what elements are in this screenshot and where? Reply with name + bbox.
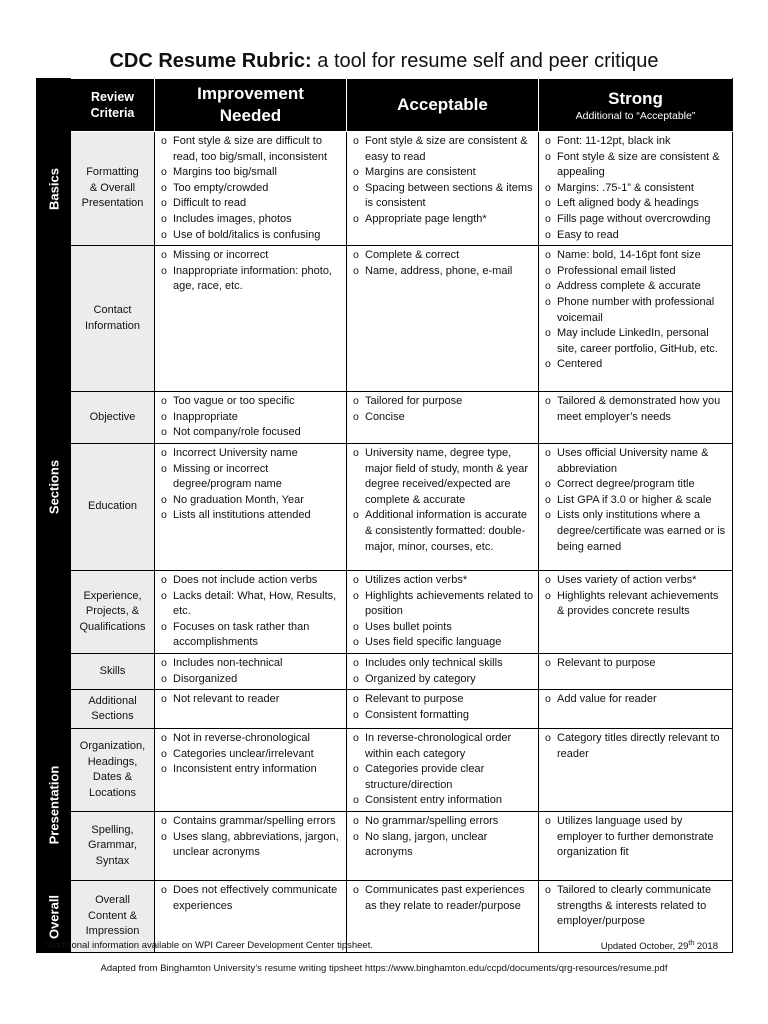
criteria-line: Contact — [93, 304, 132, 317]
rubric-item: o Highlights relevant achievements & provides concrete results — [545, 589, 728, 620]
rubric-item: o List GPA if 3.0 or higher & scale — [545, 493, 728, 509]
rubric-item: o Add value for reader — [545, 692, 728, 708]
improvement-cell — [155, 570, 347, 653]
improvement-list — [155, 881, 346, 916]
rubric-item: o University name, degree type, major field of study, month & year degree received/expected are complete & accurate — [353, 446, 534, 508]
acceptable-cell — [347, 132, 539, 246]
section-label-text: Overall — [46, 894, 61, 939]
footnote: *Additional information available on WPI Career Development Center tipsheet. — [44, 940, 373, 951]
rubric-item: o Focuses on task rather than accomplishments — [161, 620, 342, 651]
rubric-item: o Easy to read — [545, 228, 728, 244]
header-acceptable — [347, 79, 539, 132]
improvement-list — [155, 444, 346, 526]
acceptable-list — [347, 881, 538, 916]
criteria-cell — [71, 443, 155, 570]
criteria-line: Locations — [88, 786, 137, 799]
rubric-item: o Correct degree/program title — [545, 477, 728, 493]
rubric-item: o Categories unclear/irrelevant — [161, 747, 342, 763]
rubric-item: o Disorganized — [161, 672, 342, 688]
rubric-row — [37, 690, 733, 729]
rubric-item: o Not company/role focused — [161, 425, 342, 441]
criteria-line: Impression — [85, 925, 140, 938]
improvement-list — [155, 392, 346, 443]
improvement-cell — [155, 729, 347, 812]
strong-cell — [539, 132, 733, 246]
criteria-line: Content & — [88, 909, 137, 922]
rubric-item: o Not relevant to reader — [161, 692, 342, 708]
header-improvement-line1: Improvement — [197, 84, 304, 103]
rubric-item: o Tailored to clearly communicate strengths & interests related to employer/purpose — [545, 883, 728, 930]
acceptable-list — [347, 246, 538, 281]
criteria-cell — [71, 690, 155, 729]
rubric-item: o Utilizes language used by employer to further demonstrate organization fit — [545, 814, 728, 861]
rubric-item: o Relevant to purpose — [545, 656, 728, 672]
header-criteria-line2: Criteria — [90, 106, 135, 120]
acceptable-cell — [347, 246, 539, 392]
criteria-line: Education — [88, 500, 137, 513]
rubric-item: o No slang, jargon, unclear acronyms — [353, 830, 534, 861]
rubric-item: o Centered — [545, 357, 728, 373]
rubric-item: o Phone number with professional voicemail — [545, 295, 728, 326]
criteria-line: & Overall — [89, 181, 136, 194]
page-title — [0, 48, 768, 74]
criteria-cell — [71, 653, 155, 689]
acceptable-cell — [347, 881, 539, 953]
rubric-item: o Includes images, photos — [161, 212, 342, 228]
improvement-cell — [155, 132, 347, 246]
improvement-list — [155, 729, 346, 780]
improvement-cell — [155, 443, 347, 570]
criteria-line: Headings, — [87, 755, 138, 768]
acceptable-list — [347, 571, 538, 653]
acceptable-cell — [347, 653, 539, 689]
acceptable-cell — [347, 570, 539, 653]
rubric-item: o In reverse-chronological order within each category — [353, 731, 534, 762]
acceptable-list — [347, 654, 538, 689]
rubric-item: o Categories provide clear structure/direction — [353, 762, 534, 793]
rubric-item: o Additional information is accurate & consistently formatted: double-major, minor, courses, etc. — [353, 508, 534, 555]
rubric-item: o Inconsistent entry information — [161, 762, 342, 778]
strong-list — [539, 729, 732, 764]
acceptable-list — [347, 392, 538, 427]
rubric-item: o Concise — [353, 410, 534, 426]
acceptable-cell — [347, 812, 539, 881]
rubric-item: o No grammar/spelling errors — [353, 814, 534, 830]
rubric-item: o Uses variety of action verbs* — [545, 573, 728, 589]
improvement-list — [155, 654, 346, 689]
improvement-cell — [155, 246, 347, 392]
rubric-item: o Font style & size are consistent & appealing — [545, 150, 728, 181]
rubric-item: o Address complete & accurate — [545, 279, 728, 295]
rubric-item: o Tailored & demonstrated how you meet employer’s needs — [545, 394, 728, 425]
strong-cell — [539, 570, 733, 653]
rubric-item: o Relevant to purpose — [353, 692, 534, 708]
strong-cell — [539, 246, 733, 392]
rubric-item: o Highlights achievements related to position — [353, 589, 534, 620]
criteria-line: Grammar, — [88, 839, 137, 852]
acceptable-cell — [347, 443, 539, 570]
rubric-item: o Professional email listed — [545, 264, 728, 280]
strong-cell — [539, 729, 733, 812]
acceptable-cell — [347, 690, 539, 729]
strong-list — [539, 812, 732, 863]
rubric-item: o Name: bold, 14-16pt font size — [545, 248, 728, 264]
improvement-cell — [155, 690, 347, 729]
strong-cell — [539, 812, 733, 881]
rubric-item: o Too empty/crowded — [161, 181, 342, 197]
rubric-item: o Margins are consistent — [353, 165, 534, 181]
rubric-item: o Lists all institutions attended — [161, 508, 342, 524]
header-row — [37, 79, 733, 132]
strong-list — [539, 690, 732, 710]
header-criteria-line1: Review — [90, 90, 135, 104]
criteria-line: Additional — [88, 694, 137, 707]
section-label — [37, 729, 71, 881]
improvement-list — [155, 690, 346, 710]
rubric-item: o Contains grammar/spelling errors — [161, 814, 342, 830]
criteria-line: Sections — [91, 710, 134, 723]
criteria-line: Qualifications — [79, 620, 146, 633]
improvement-cell — [155, 653, 347, 689]
rubric-row — [37, 132, 733, 246]
rubric-item: o Appropriate page length* — [353, 212, 534, 228]
improvement-list — [155, 132, 346, 245]
rubric-item: o Does not include action verbs — [161, 573, 342, 589]
strong-list — [539, 246, 732, 375]
updated-suffix: 2018 — [694, 941, 718, 953]
rubric-item: o Lists only institutions where a degree/certificate was earned or is being earned — [545, 508, 728, 555]
criteria-line: Skills — [99, 664, 126, 677]
rubric-item: o Complete & correct — [353, 248, 534, 264]
criteria-cell — [71, 812, 155, 881]
updated-date — [601, 940, 718, 952]
section-label — [37, 246, 71, 729]
criteria-line: Syntax — [95, 854, 130, 867]
rubric-item: o Uses slang, abbreviations, jargon, unclear acronyms — [161, 830, 342, 861]
strong-cell — [539, 653, 733, 689]
header-acceptable-label: Acceptable — [397, 95, 488, 114]
criteria-line: Dates & — [92, 771, 133, 784]
acceptable-list — [347, 444, 538, 557]
strong-cell — [539, 443, 733, 570]
rubric-item: o Consistent formatting — [353, 708, 534, 724]
rubric-item: o Lacks detail: What, How, Results, etc. — [161, 589, 342, 620]
criteria-cell — [71, 132, 155, 246]
section-label-text: Basics — [46, 167, 61, 210]
acceptable-list — [347, 690, 538, 725]
rubric-item: o Organized by category — [353, 672, 534, 688]
improvement-cell — [155, 392, 347, 444]
rubric-item: o Includes non-technical — [161, 656, 342, 672]
rubric-item: o Incorrect University name — [161, 446, 342, 462]
criteria-cell — [71, 570, 155, 653]
rubric-item: o Utilizes action verbs* — [353, 573, 534, 589]
rubric-item: o Margins too big/small — [161, 165, 342, 181]
criteria-line: Overall — [95, 894, 130, 907]
acceptable-cell — [347, 729, 539, 812]
acceptable-list — [347, 812, 538, 863]
rubric-item: o Communicates past experiences as they relate to reader/purpose — [353, 883, 534, 914]
rubric-item: o Includes only technical skills — [353, 656, 534, 672]
rubric-row — [37, 570, 733, 653]
rubric-item: o Does not effectively communicate experiences — [161, 883, 342, 914]
improvement-list — [155, 571, 346, 653]
rubric-row — [37, 812, 733, 881]
criteria-line: Spelling, — [91, 823, 134, 836]
criteria-cell — [71, 246, 155, 392]
section-label-text: Sections — [46, 460, 61, 515]
header-strong-subtitle: Additional to “Acceptable” — [575, 109, 696, 122]
header-criteria — [71, 79, 155, 132]
rubric-item: o Use of bold/italics is confusing — [161, 228, 342, 244]
rubric-item: o Font style & size are consistent & easy to read — [353, 134, 534, 165]
improvement-cell — [155, 812, 347, 881]
improvement-list — [155, 246, 346, 297]
criteria-line: Objective — [89, 410, 136, 423]
rubric-item: o Uses official University name & abbreviation — [545, 446, 728, 477]
rubric-item: o Missing or incorrect — [161, 248, 342, 264]
acceptable-cell — [347, 392, 539, 444]
rubric-item: o Name, address, phone, e-mail — [353, 264, 534, 280]
strong-cell — [539, 392, 733, 444]
rubric-item: o Font style & size are difficult to read, too big/small, inconsistent — [161, 134, 342, 165]
title-bold: CDC Resume Rubric: — [109, 50, 312, 72]
criteria-cell — [71, 392, 155, 444]
rubric-row — [37, 729, 733, 812]
header-strong-label: Strong — [608, 88, 663, 108]
rubric-item: o Missing or incorrect degree/program name — [161, 462, 342, 493]
rubric-row — [37, 653, 733, 689]
strong-list — [539, 444, 732, 557]
criteria-line: Formatting — [86, 166, 139, 179]
criteria-line: Information — [84, 319, 141, 332]
rubric-item: o Uses field specific language — [353, 635, 534, 651]
header-blank — [37, 79, 71, 132]
rubric-item: o Inappropriate information: photo, age, race, etc. — [161, 264, 342, 295]
header-strong — [539, 79, 733, 132]
rubric-table — [36, 78, 733, 953]
adapted-from: Adapted from Binghamton University’s resume writing tipsheet https://www.binghamton.edu/ccpd/documents/qrg-resources/resume.pdf — [100, 963, 668, 974]
rubric-row — [37, 392, 733, 444]
rubric-row — [37, 246, 733, 392]
rubric-row — [37, 443, 733, 570]
criteria-cell — [71, 729, 155, 812]
header-improvement — [155, 79, 347, 132]
acceptable-list — [347, 729, 538, 811]
rubric-item: o Spacing between sections & items is consistent — [353, 181, 534, 212]
criteria-line: Experience, — [83, 589, 142, 602]
strong-list — [539, 881, 732, 932]
strong-list — [539, 132, 732, 245]
acceptable-list — [347, 132, 538, 230]
strong-list — [539, 654, 732, 674]
rubric-item: o Margins: .75-1” & consistent — [545, 181, 728, 197]
rubric-item: o Fills page without overcrowding — [545, 212, 728, 228]
header-improvement-line2: Needed — [219, 106, 282, 125]
rubric-item: o Too vague or too specific — [161, 394, 342, 410]
improvement-list — [155, 812, 346, 863]
rubric-item: o Font: 11-12pt, black ink — [545, 134, 728, 150]
updated-prefix: Updated October, 29 — [600, 941, 689, 953]
strong-cell — [539, 690, 733, 729]
strong-list — [539, 571, 732, 622]
rubric-item: o No graduation Month, Year — [161, 493, 342, 509]
rubric-item: o Tailored for purpose — [353, 394, 534, 410]
rubric-item: o Inappropriate — [161, 410, 342, 426]
updated-sup: th — [688, 940, 695, 947]
rubric-item: o Difficult to read — [161, 196, 342, 212]
rubric-item: o Consistent entry information — [353, 793, 534, 809]
rubric-item: o May include LinkedIn, personal site, career portfolio, GitHub, etc. — [545, 326, 728, 357]
rubric-item: o Not in reverse-chronological — [161, 731, 342, 747]
criteria-line: Presentation — [81, 197, 144, 210]
title-rest: a tool for resume self and peer critique — [311, 50, 659, 72]
criteria-line: Projects, & — [85, 605, 140, 618]
criteria-line: Organization, — [79, 740, 146, 753]
rubric-item: o Uses bullet points — [353, 620, 534, 636]
section-label-text: Presentation — [46, 765, 61, 844]
rubric-item: o Category titles directly relevant to reader — [545, 731, 728, 762]
strong-list — [539, 392, 732, 427]
section-label — [37, 132, 71, 246]
rubric-item: o Left aligned body & headings — [545, 196, 728, 212]
